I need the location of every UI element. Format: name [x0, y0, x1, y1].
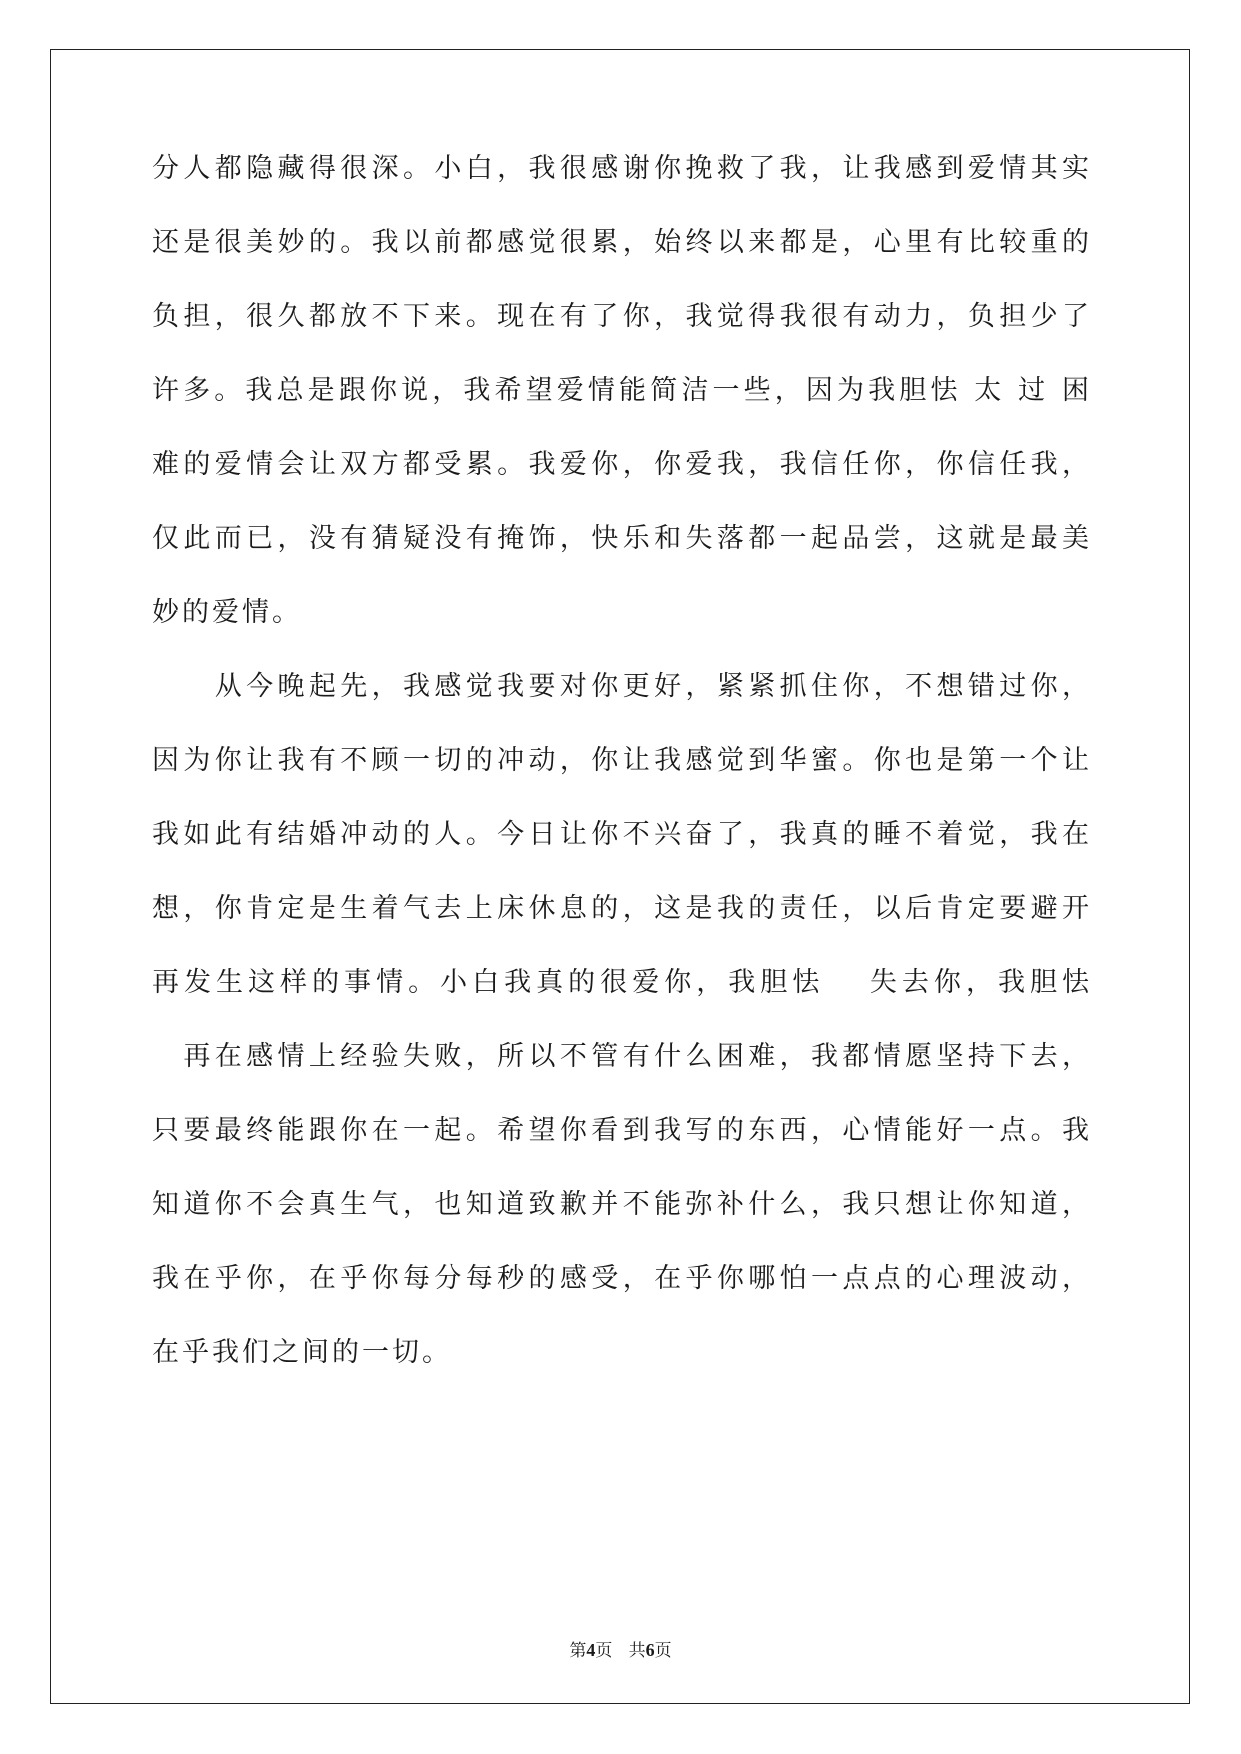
page-frame	[50, 49, 1190, 1704]
text-line: 再发生这样的事情。小白我真的很爱你，我胆怯 失去你，我胆怯	[152, 967, 1092, 998]
text-line: 难的爱情会让双方都受累。我爱你，你爱我，我信任你，你信任我，	[152, 449, 1092, 480]
text-line: 想，你肯定是生着气去上床休息的，这是我的责任，以后肯定要避开	[152, 893, 1092, 924]
text-line: 分人都隐藏得很深。小白，我很感谢你挽救了我，让我感到爱情其实	[152, 153, 1092, 184]
text-line: 我在乎你，在乎你每分每秒的感受，在乎你哪怕一点点的心理波动，	[152, 1263, 1092, 1294]
text-line: 许多。我总是跟你说，我希望爱情能简洁一些，因为我胆怯 太 过 困	[152, 375, 1092, 406]
page-footer	[0, 1640, 1241, 1661]
text-line: 还是很美妙的。我以前都感觉很累，始终以来都是，心里有比较重的	[152, 227, 1092, 258]
text-line: 再在感情上经验失败，所以不管有什么困难，我都情愿坚持下去，	[152, 1041, 1092, 1072]
text-line: 负担，很久都放不下来。现在有了你，我觉得我很有动力，负担少了	[152, 301, 1092, 332]
text-line: 妙的爱情。	[152, 597, 302, 628]
paragraph-start-line: 从今晚起先，我感觉我要对你更好，紧紧抓住你，不想错过你，	[152, 671, 1092, 702]
text-line: 知道你不会真生气，也知道致歉并不能弥补什么，我只想让你知道，	[152, 1189, 1092, 1220]
text-line: 只要最终能跟你在一起。希望你看到我写的东西，心情能好一点。我	[152, 1115, 1092, 1146]
text-line: 因为你让我有不顾一切的冲动，你让我感觉到华蜜。你也是第一个让	[152, 745, 1092, 776]
text-line: 在乎我们之间的一切。	[152, 1337, 452, 1368]
footer-page-suffix: 页	[595, 1641, 613, 1661]
total-page-count: 6	[645, 1640, 655, 1660]
text-line: 我如此有结婚冲动的人。今日让你不兴奋了，我真的睡不着觉，我在	[152, 819, 1092, 850]
current-page-number: 4	[586, 1640, 596, 1660]
footer-total-prefix: 共	[628, 1641, 646, 1661]
text-line: 仅此而已，没有猜疑没有掩饰，快乐和失落都一起品尝，这就是最美	[152, 523, 1092, 554]
footer-total-suffix: 页	[654, 1641, 672, 1661]
footer-prefix: 第	[569, 1641, 587, 1661]
